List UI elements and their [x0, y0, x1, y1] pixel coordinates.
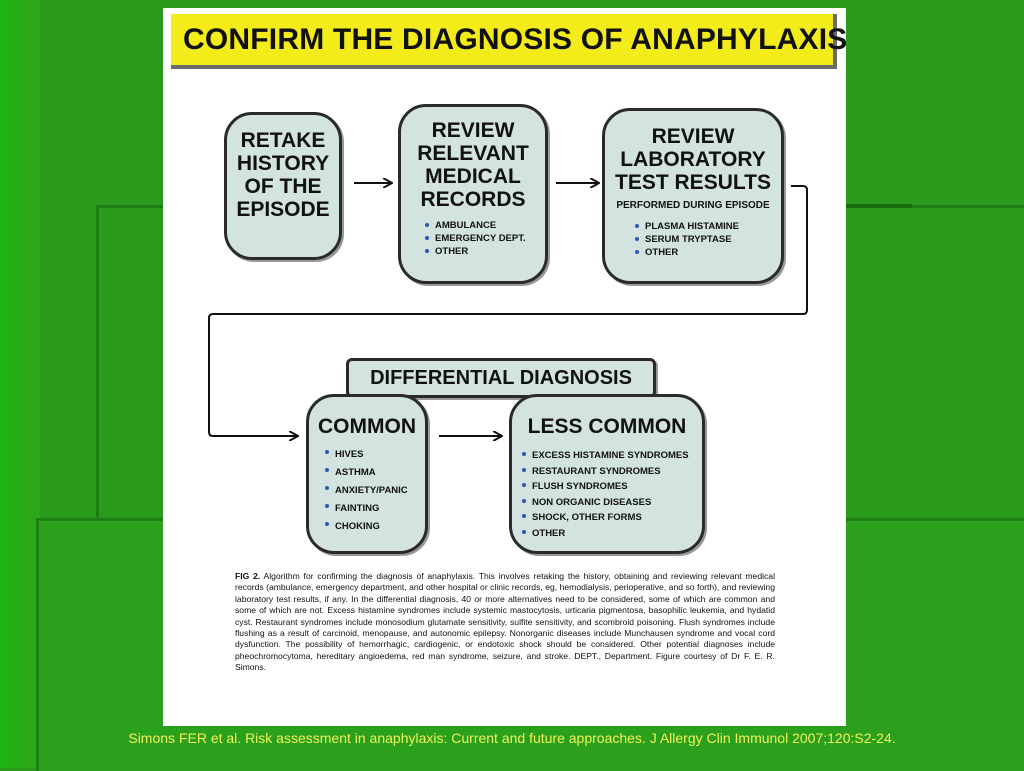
- list-item: OTHER: [522, 526, 702, 542]
- flowchart-figure: [163, 8, 846, 726]
- figure-caption-text: Algorithm for confirming the diagnosis of anaphylaxis. This involves retaking the history, obtaining and reviewing relevant medical records (ambulance, emergency department, and other hospital or clinic records, eg, hemodialysis, perioperative, and so forth), and reviewing laboratory test results, if any. In the differential diagnosis, 40 or more alternatives need to be considered, some of which are common and some of which are not. Excess histamine syndromes include systemic mastocytosis, urticaria pigmentosa, basophilic leukemia, and hydatid cyst. Restaurant syndromes include monosodium glutamate sensitivity, sulfite sensitivity, and scombroid poisoning. Flush syndromes include flushing as a result of carcinoid, menopause, and autonomic epilepsy. Nonorganic diseases include Munchausen syndrome and vocal cord dysfunction. The possibility of hemorrhagic, cardiogenic, or endotoxic shock should be considered. Other potential diagnoses include pheochromocytoma, hereditary angioedema, red man syndrome, seizure, and stroke. DEPT., Department. Figure courtesy of Dr F. E. R. Simons.: [235, 571, 775, 673]
- list-item: OTHER: [635, 246, 781, 259]
- list-item: ASTHMA: [325, 464, 425, 482]
- list-item: EXCESS HISTAMINE SYNDROMES: [522, 448, 702, 464]
- list-item: FLUSH SYNDROMES: [522, 479, 702, 495]
- title-line: RECORDS: [420, 188, 526, 211]
- background-accent-bar: [844, 204, 912, 208]
- node-less-common: [509, 394, 705, 554]
- title-line: REVIEW: [651, 125, 735, 148]
- node-review-lab-title: [605, 125, 781, 194]
- title-line: LABORATORY: [620, 148, 766, 171]
- list-item: NON ORGANIC DISEASES: [522, 495, 702, 511]
- node-review-lab: [602, 108, 784, 284]
- node-retake-history: [224, 112, 342, 260]
- list-item: ANXIETY/PANIC: [325, 482, 425, 500]
- title-line: TEST RESULTS: [615, 171, 771, 194]
- background-left-stripe: [0, 0, 40, 768]
- list-item: RESTAURANT SYNDROMES: [522, 464, 702, 480]
- title-line: EPISODE: [236, 198, 330, 221]
- list-item: OTHER: [425, 245, 545, 258]
- list-item: AMBULANCE: [425, 219, 545, 232]
- node-review-records-title: [401, 119, 545, 211]
- node-review-lab-subtitle: PERFORMED DURING EPISODE: [616, 200, 770, 211]
- figure-caption-label: FIG 2.: [235, 571, 261, 581]
- title-line: HISTORY: [236, 152, 330, 175]
- list-item: SHOCK, OTHER FORMS: [522, 510, 702, 526]
- title-line: RETAKE: [240, 129, 326, 152]
- figure-caption: [235, 571, 775, 674]
- node-review-records-list: [425, 219, 545, 258]
- list-item: CHOKING: [325, 518, 425, 536]
- node-common-list: [325, 446, 425, 536]
- node-common-title: COMMON: [318, 415, 416, 438]
- title-line: MEDICAL: [425, 165, 521, 188]
- slide-citation: Simons FER et al. Risk assessment in anaphylaxis: Current and future approaches. J Allergy Clin Immunol 2007;120:S2-24.: [128, 730, 896, 746]
- title-line: RELEVANT: [417, 142, 529, 165]
- node-review-lab-list: [635, 220, 781, 259]
- list-item: PLASMA HISTAMINE: [635, 220, 781, 233]
- title-line: OF THE: [244, 175, 322, 198]
- node-review-records: [398, 104, 548, 284]
- node-differential-diagnosis: DIFFERENTIAL DIAGNOSIS: [346, 358, 656, 398]
- list-item: EMERGENCY DEPT.: [425, 232, 545, 245]
- list-item: FAINTING: [325, 500, 425, 518]
- figure-title: CONFIRM THE DIAGNOSIS OF ANAPHYLAXIS: [171, 14, 837, 69]
- node-less-common-list: [522, 448, 702, 541]
- list-item: SERUM TRYPTASE: [635, 233, 781, 246]
- node-retake-history-title: [227, 129, 339, 221]
- node-less-common-title: LESS COMMON: [527, 415, 687, 438]
- list-item: HIVES: [325, 446, 425, 464]
- node-common: [306, 394, 428, 554]
- title-line: REVIEW: [431, 119, 515, 142]
